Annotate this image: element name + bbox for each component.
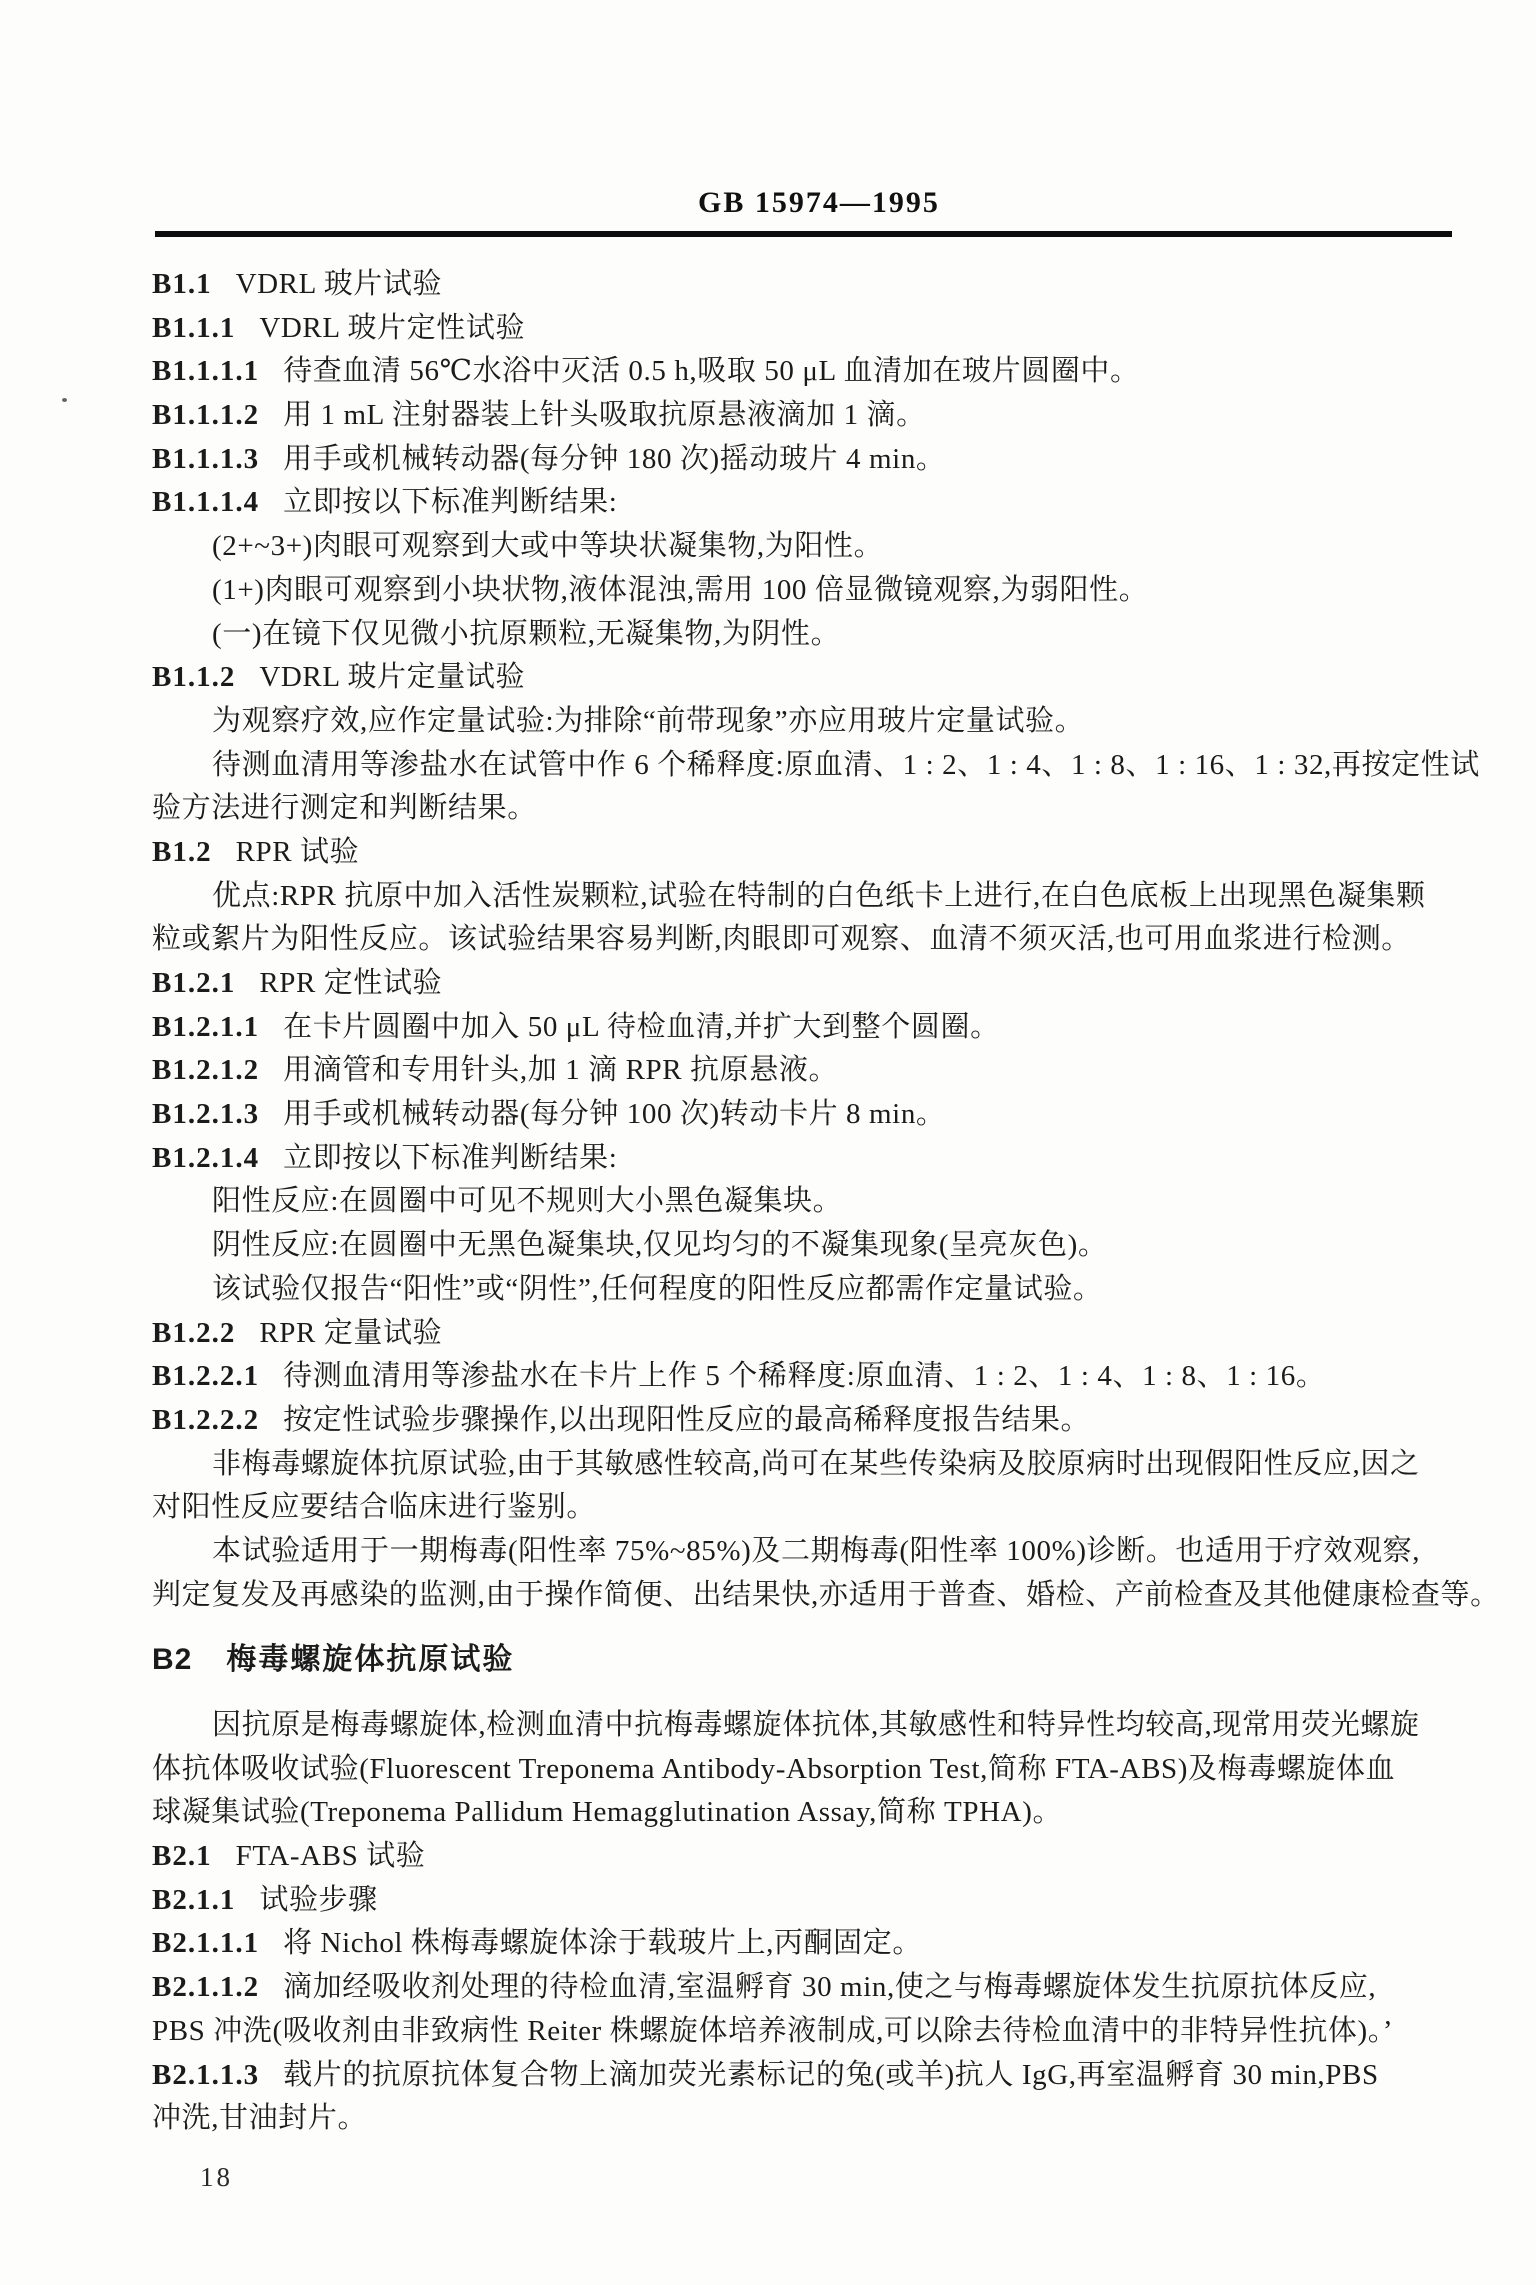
scan-artifact-dot (62, 398, 67, 402)
text-line (152, 613, 1458, 657)
text-line (152, 1791, 1458, 1835)
line-text: (2+~3+)肉眼可观察到大或中等块状凝集物,为阳性。 (212, 530, 884, 563)
line-text: RPR 试验 (235, 835, 360, 868)
clause-line (152, 394, 1458, 438)
clause-line (152, 656, 1458, 700)
clause-number: B1.1.1.3 (152, 442, 260, 475)
text-line (152, 2097, 1458, 2141)
clause-line (152, 1638, 1458, 1682)
clause-number: B1.1.1.1 (152, 355, 260, 388)
line-text: 冲洗,甘油封片。 (152, 2102, 368, 2135)
clause-number: B1.1.1.4 (152, 486, 260, 519)
clause-number: B1.2 (152, 835, 212, 868)
clause-number: B1.2.1.1 (152, 1010, 260, 1043)
line-text: 非梅毒螺旋体抗原试验,由于其敏感性较高,尚可在某些传染病及胶原病时出现假阳性反应,因之 (212, 1447, 1420, 1480)
line-text: 粒或絮片为阳性反应。该试验结果容易判断,肉眼即可观察、血清不须灭活,也可用血浆进行检测。 (152, 923, 1411, 956)
line-text: 验方法进行测定和判断结果。 (152, 792, 537, 825)
line-text: PBS 冲洗(吸收剂由非致病性 Reiter 株螺旋体培养液制成,可以除去待检血清中的非特异性抗体)。’ (152, 2014, 1394, 2047)
clause-number: B1.2.1 (152, 967, 236, 999)
clause-line (152, 350, 1458, 394)
clause-number: B2.1 (152, 1840, 212, 1873)
line-text: 因抗原是梅毒螺旋体,检测血清中抗梅毒螺旋体抗体,其敏感性和特异性均较高,现常用荧光螺旋 (212, 1709, 1420, 1741)
text-line (152, 875, 1458, 919)
clause-line (152, 1006, 1458, 1050)
line-text: FTA-ABS 试验 (235, 1840, 426, 1873)
line-text: VDRL 玻片试验 (235, 268, 443, 300)
clause-number: B1.1.1.2 (152, 399, 260, 432)
clause-number: B1.2.1.4 (152, 1141, 260, 1174)
line-text: 在卡片圆圈中加入 50 μL 待检血清,并扩大到整个圆圈。 (283, 1010, 1000, 1043)
line-text: 判定复发及再感染的监测,由于操作简便、出结果快,亦适用于普查、婚检、产前检查及其他健康检查等。 (152, 1578, 1500, 1611)
clause-number: B1.1.2 (152, 661, 236, 694)
clause-line (152, 1966, 1458, 2010)
text-line (152, 1748, 1458, 1792)
clause-number: B2.1.1.1 (152, 1927, 260, 1960)
clause-line (152, 1922, 1458, 1966)
line-text: 立即按以下标准判断结果: (283, 1141, 618, 1174)
text-line (152, 918, 1458, 962)
line-text: 阳性反应:在圆圈中可见不规则大小黑色凝集块。 (212, 1185, 843, 1218)
line-text: 试验步骤 (259, 1883, 378, 1916)
text-line (152, 2010, 1458, 2054)
line-text: 将 Nichol 株梅毒螺旋体涂于载玻片上,丙酮固定。 (283, 1927, 922, 1960)
text-line (152, 787, 1458, 831)
clause-line (152, 481, 1458, 525)
clause-line (152, 1137, 1458, 1181)
line-text: RPR 定性试验 (259, 967, 443, 999)
line-text: 对阳性反应要结合临床进行鉴别。 (152, 1491, 597, 1524)
line-text: 立即按以下标准判断结果: (283, 486, 618, 519)
header-rule (155, 231, 1452, 237)
line-text: 本试验适用于一期梅毒(阳性率 75%~85%)及二期梅毒(阳性率 100%)诊断。也适用于疗效观察, (212, 1534, 1421, 1567)
text-line (152, 1224, 1458, 1268)
text-line (152, 1530, 1458, 1574)
text-line (152, 700, 1458, 744)
line-text: 该试验仅报告“阳性”或“阴性”,任何程度的阳性反应都需作定量试验。 (212, 1272, 1103, 1305)
clause-number: B1.2.1.2 (152, 1054, 260, 1087)
line-text: 按定性试验步骤操作,以出现阳性反应的最高稀释度报告结果。 (283, 1403, 1091, 1436)
page-number: 18 (200, 2162, 233, 2192)
text-line (152, 744, 1480, 788)
clause-line (152, 1312, 1458, 1356)
text-line (152, 1180, 1458, 1224)
line-text: 待测血清用等渗盐水在卡片上作 5 个稀释度:原血清、1 : 2、1 : 4、1 : 8、1 : 16。 (283, 1360, 1326, 1393)
clause-number: B1.2.2.1 (152, 1360, 260, 1393)
clause-line (152, 307, 1458, 351)
clause-line (152, 263, 1458, 307)
line-text: 待查血清 56℃水浴中灭活 0.5 h,吸取 50 μL 血清加在玻片圆圈中。 (283, 355, 1140, 388)
clause-line (152, 1835, 1458, 1879)
text-line (152, 1704, 1458, 1748)
line-text: 滴加经吸收剂处理的待检血清,室温孵育 30 min,使之与梅毒螺旋体发生抗原抗体反应, (283, 1971, 1377, 2004)
text-line (152, 1486, 1458, 1530)
line-text: 待测血清用等渗盐水在试管中作 6 个稀释度:原血清、1 : 2、1 : 4、1 : 8、1 : 16、1 : 32,再按定性试 (212, 748, 1480, 781)
clause-line (152, 962, 1458, 1006)
clause-number: B1.2.2 (152, 1316, 236, 1349)
line-text: 为观察疗效,应作定量试验:为排除“前带现象”亦应用玻片定量试验。 (212, 704, 1085, 737)
line-text: VDRL 玻片定性试验 (259, 311, 526, 344)
line-text: VDRL 玻片定量试验 (259, 661, 526, 694)
clause-line (152, 1879, 1458, 1923)
clause-line (152, 1049, 1458, 1093)
line-text: (1+)肉眼可观察到小块状物,液体混浊,需用 100 倍显微镜观察,为弱阳性。 (212, 573, 1149, 606)
clause-number: B1.2.2.2 (152, 1403, 260, 1436)
standard-number: GB 15974—1995 (698, 186, 940, 219)
clause-line (152, 1399, 1458, 1443)
clause-number: B2 (152, 1643, 193, 1677)
clause-number: B1.1.1 (152, 311, 236, 344)
line-text: RPR 定量试验 (259, 1316, 443, 1349)
clause-line (152, 1355, 1458, 1399)
line-text: 梅毒螺旋体抗原试验 (226, 1643, 515, 1677)
clause-number: B2.1.1.3 (152, 2058, 260, 2091)
text-line (152, 525, 1458, 569)
line-text: 用手或机械转动器(每分钟 100 次)转动卡片 8 min。 (283, 1098, 946, 1131)
text-line (152, 1268, 1458, 1312)
clause-number: B2.1.1 (152, 1883, 236, 1916)
clause-line (152, 2054, 1458, 2098)
line-text: 用滴管和专用针头,加 1 滴 RPR 抗原悬液。 (283, 1054, 839, 1087)
line-text: 球凝集试验(Treponema Pallidum Hemagglutination Assay,简称 TPHA)。 (152, 1796, 1063, 1829)
line-text: 用手或机械转动器(每分钟 180 次)摇动玻片 4 min。 (283, 442, 946, 475)
clause-number: B1.1 (152, 268, 212, 300)
line-text: 阴性反应:在圆圈中无黑色凝集块,仅见均匀的不凝集现象(呈亮灰色)。 (212, 1229, 1108, 1262)
line-text: (一)在镜下仅见微小抗原颗粒,无凝集物,为阴性。 (212, 617, 841, 650)
line-text: 载片的抗原抗体复合物上滴加荧光素标记的兔(或羊)抗人 IgG,再室温孵育 30 min,PBS (283, 2058, 1379, 2091)
text-line (152, 569, 1458, 613)
document-body (152, 263, 1500, 2141)
clause-line (152, 1093, 1458, 1137)
clause-number: B2.1.1.2 (152, 1971, 260, 2004)
clause-line (152, 438, 1458, 482)
line-text: 体抗体吸收试验(Fluorescent Treponema Antibody-Absorption Test,简称 FTA-ABS)及梅毒螺旋体血 (152, 1752, 1396, 1785)
line-text: 用 1 mL 注射器装上针头吸取抗原悬液滴加 1 滴。 (283, 399, 926, 432)
text-line (152, 1574, 1500, 1618)
text-line (152, 1443, 1458, 1487)
line-text: 优点:RPR 抗原中加入活性炭颗粒,试验在特制的白色纸卡上进行,在白色底板上出现黑色凝集颗 (212, 879, 1426, 912)
clause-number: B1.2.1.3 (152, 1098, 260, 1131)
clause-line (152, 831, 1458, 875)
